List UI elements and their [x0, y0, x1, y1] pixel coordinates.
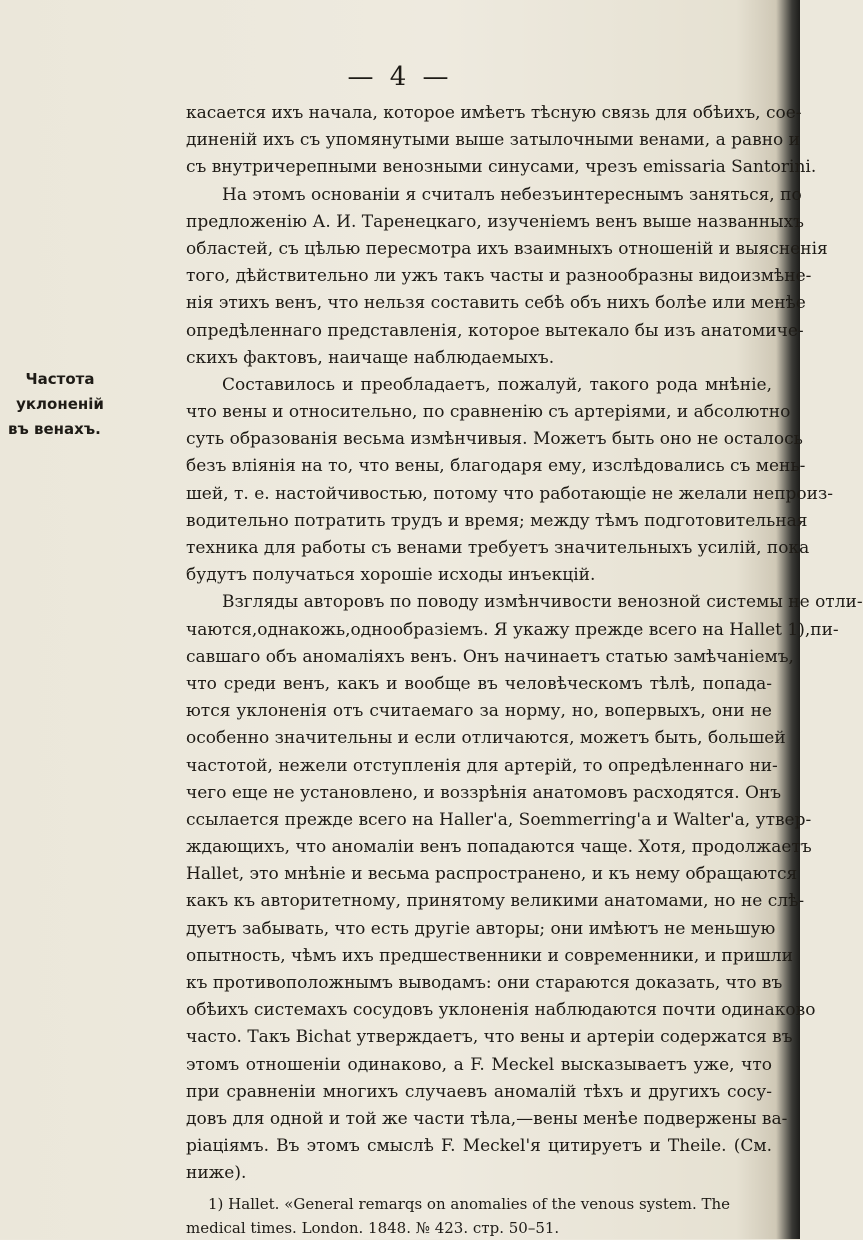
text-line: Составилось и преобладаетъ, пожалуй, такого рода мнѣніе, [222, 374, 772, 395]
text-line: будутъ получаться хорошіе исходы инъекцій. [186, 565, 596, 586]
text-line: Hallet, это мнѣніе и весьма распространено, и къ нему обращаются [186, 864, 798, 885]
text-line: какъ къ авторитетному, принятому великими анатомами, но не слѣ- [186, 891, 805, 912]
text-line: дуетъ забывать, что есть другіе авторы; они имѣютъ не меньшую [186, 918, 776, 939]
text-line: что вены и относительно, по сравненію съ артеріями, и абсолютно [186, 402, 791, 423]
text-line: къ противоположнымъ выводамъ: они стараются доказать, что въ [186, 973, 783, 993]
text-line: безъ вліянія на то, что вены, благодаря ему, изслѣдовались съ мень- [186, 456, 806, 477]
text-line: этомъ отношеніи одинаково, а F. Meckel высказываетъ уже, что [186, 1054, 772, 1075]
text-line: водительно потратить трудъ и время; между тѣмъ подготовительная [186, 510, 808, 531]
page-number: — 4 — [347, 62, 453, 92]
text-line: предложенію А. И. Таренецкаго, изученіемъ венъ выше названныхъ [186, 211, 804, 232]
text-line: На этомъ основаніи я считалъ небезъинтереснымъ заняться, по [222, 184, 802, 205]
text-line: при сравненіи многихъ случаевъ аномалій тѣхъ и другихъ сосу- [186, 1081, 772, 1102]
text-line: нія этихъ венъ, что нельзя составить себѣ объ нихъ болѣе или менѣе [186, 293, 806, 314]
margin-note [0, 367, 120, 442]
text-line: ріаціямъ. Въ этомъ смыслѣ F. Meckel'я цитируетъ и Theile. (См. [186, 1136, 772, 1157]
footnote-line: medical times. London. 1848. № 423. стр. 50–51. [186, 1218, 560, 1237]
text-line: чего еще не установлено, и воззрѣнія анатомовъ расходятся. Онъ [186, 782, 782, 803]
footnote-line: 1) Hallet. «General remarqs on anomalies of the venous system. The [208, 1194, 731, 1213]
text-line: частотой, нежели отступленія для артерій, то опредѣленнаго ни- [186, 755, 778, 776]
text-line: шей, т. е. настойчивостью, потому что работающіе не желали непроиз- [186, 483, 834, 504]
text-line: того, дѣйствительно ли ужъ такъ часты и разнообразны видоизмѣне- [186, 266, 812, 287]
text-line: опытность, чѣмъ ихъ предшественники и современники, и пришли [186, 945, 793, 966]
text-line: скихъ фактовъ, наичаще наблюдаемыхъ. [186, 347, 555, 368]
text-line: ссылается прежде всего на Haller'a, Soemmerring'a и Walter'a, утвер- [186, 809, 812, 830]
margin-note-line: Частота [25, 370, 95, 388]
text-line: техника для работы съ венами требуетъ значительныхъ усилій, пока [186, 538, 810, 558]
text-line: Взгляды авторовъ по поводу измѣнчивости венозной системы не отли- [222, 592, 863, 613]
text-line: опредѣленнаго представленія, которое вытекало бы изъ анатомиче- [186, 320, 804, 341]
text-line: ниже). [186, 1163, 247, 1184]
text-line: касается ихъ начала, которое имѣетъ тѣсную связь для обѣихъ, сое- [186, 103, 802, 123]
text-line: довъ для одной и той же части тѣла,—вены менѣе подвержены ва- [186, 1108, 788, 1129]
text-line: особенно значительны и если отличаются, можетъ быть, большей [186, 728, 786, 749]
text-line: суть образованія весьма измѣнчивыя. Можетъ быть оно не осталось [186, 429, 803, 450]
text-line: ются уклоненія отъ считаемаго за норму, но, вопервыхъ, они не [186, 701, 772, 722]
text-line: съ внутричерепными венозными синусами, чрезъ emissaria Santorini. [186, 157, 817, 178]
margin-note-line: уклоненій [16, 395, 104, 413]
text-line: чаются,однакожь,однообразіемъ. Я укажу прежде всего на Hallet 1),пи- [186, 619, 839, 640]
text-line: савшаго объ аномаліяхъ венъ. Онъ начинаетъ статью замѣчаніемъ, [186, 646, 794, 667]
text-line: ждающихъ, что аномаліи венъ попадаются чаще. Хотя, продолжаетъ [186, 837, 812, 858]
body-text [186, 100, 863, 1240]
text-line: диненій ихъ съ упомянутыми выше затылочными венами, а равно и [186, 130, 801, 151]
text-line: обѣихъ системахъ сосудовъ уклоненія наблюдаются почти одинаково [186, 1000, 816, 1021]
text-line: часто. Такъ Bichat утверждаетъ, что вены и артеріи содержатся въ [186, 1027, 793, 1048]
footnote [186, 1192, 772, 1240]
text-line: что среди венъ, какъ и вообще въ человѣческомъ тѣлѣ, попада- [186, 673, 772, 694]
margin-note-line: въ венахъ. [8, 420, 101, 438]
text-line: областей, съ цѣлью пересмотра ихъ взаимныхъ отношеній и выясненія [186, 238, 828, 259]
